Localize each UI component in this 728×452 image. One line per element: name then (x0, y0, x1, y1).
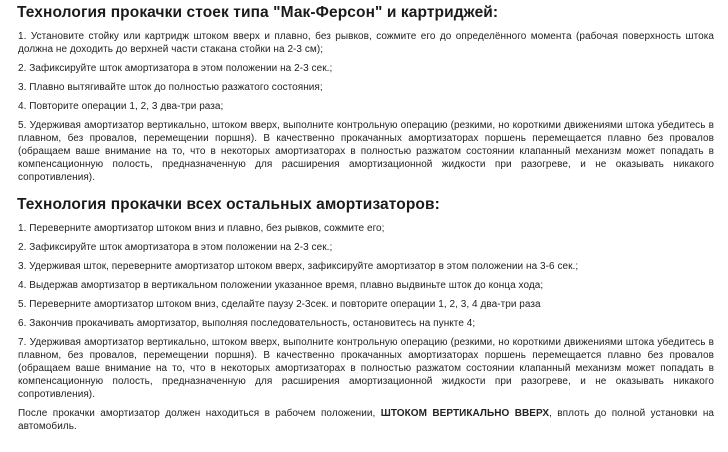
section1-step-3: 3. Плавно вытягивайте шток до полностью разжатого состояния; (18, 82, 323, 93)
final-note-emphasis: ШТОКОМ ВЕРТИКАЛЬНО ВВЕРХ (380, 408, 550, 419)
section2-step-3: 3. Удерживая шток, переверните амортизатор штоком вверх, зафиксируйте амортизатор в этом положении на 3-6 сек.; (18, 261, 579, 272)
section2-step-5: 5. Переверните амортизатор штоком вниз, сделайте паузу 2-3сек. и повторите операции 1, 2, 3, 4 два-три раза (18, 299, 541, 310)
section2-step-4: 4. Выдержав амортизатор в вертикальном положении указанное время, плавно выдвиньте шток до конца хода; (18, 280, 544, 291)
section2-step-2: 2. Зафиксируйте шток амортизатора в этом положении на 2-3 сек.; (18, 242, 333, 253)
section2-title: Технология прокачки всех остальных амортизаторов: (17, 196, 440, 213)
final-note (18, 407, 714, 433)
section1-steps (18, 30, 714, 184)
section1-step-1: 1. Установите стойку или картридж штоком вверх и плавно, без рывков, сожмите его до определённого момента (рабочая поверхность штока должна не доходить до верхней части стакана стойки на 2-3 см); (18, 31, 714, 55)
section1-step-2: 2. Зафиксируйте шток амортизатора в этом положении на 2-3 сек.; (18, 63, 333, 74)
section1-step-4: 4. Повторите операции 1, 2, 3 два-три раза; (18, 101, 224, 112)
section2-steps (18, 222, 714, 401)
section2-step-6: 6. Закончив прокачивать амортизатор, выполняя последовательность, остановитесь на пункте 4; (18, 318, 476, 329)
section1-step-5: 5. Удерживая амортизатор вертикально, штоком вверх, выполните контрольную операцию (резкими, но короткими движениями штока убедитесь в плавном, без провалов, перемещении поршня). В качественно прокачанных амортизаторах поршень перемещается плавно без провалов (обращаем ваше внимание на то, что в некоторых амортизаторах в полностью разжатом состоянии клапанный механизм может попадать в компенсационную полость, предназначенную для расширения амортизационной жидкости при разогреве, и не оказывать никакого сопротивления). (18, 120, 714, 183)
section2-step-1: 1. Переверните амортизатор штоком вниз и плавно, без рывков, сожмите его; (18, 223, 385, 234)
section2-step-7: 7. Удерживая амортизатор вертикально, штоком вверх, выполните контрольную операцию (резкими, но короткими движениями штока убедитесь в плавном, без провалов, перемещении поршня). В качественно прокачанных амортизаторах поршень перемещается плавно без провалов (обращаем ваше внимание на то, что в некоторых амортизаторах в полностью разжатом состоянии клапанный механизм может попадать в компенсационную полость, предназначенную для расширения амортизационной жидкости при разогреве, и не оказывать никакого сопротивления). (18, 337, 714, 400)
final-note-text-end: , вплоть до полной установки на автомобиль. (18, 408, 715, 432)
final-note-text: После прокачки амортизатор должен находиться в рабочем положении, (18, 408, 381, 419)
section1-title: Технология прокачки стоек типа "Мак-Ферсон" и картриджей: (17, 4, 499, 21)
